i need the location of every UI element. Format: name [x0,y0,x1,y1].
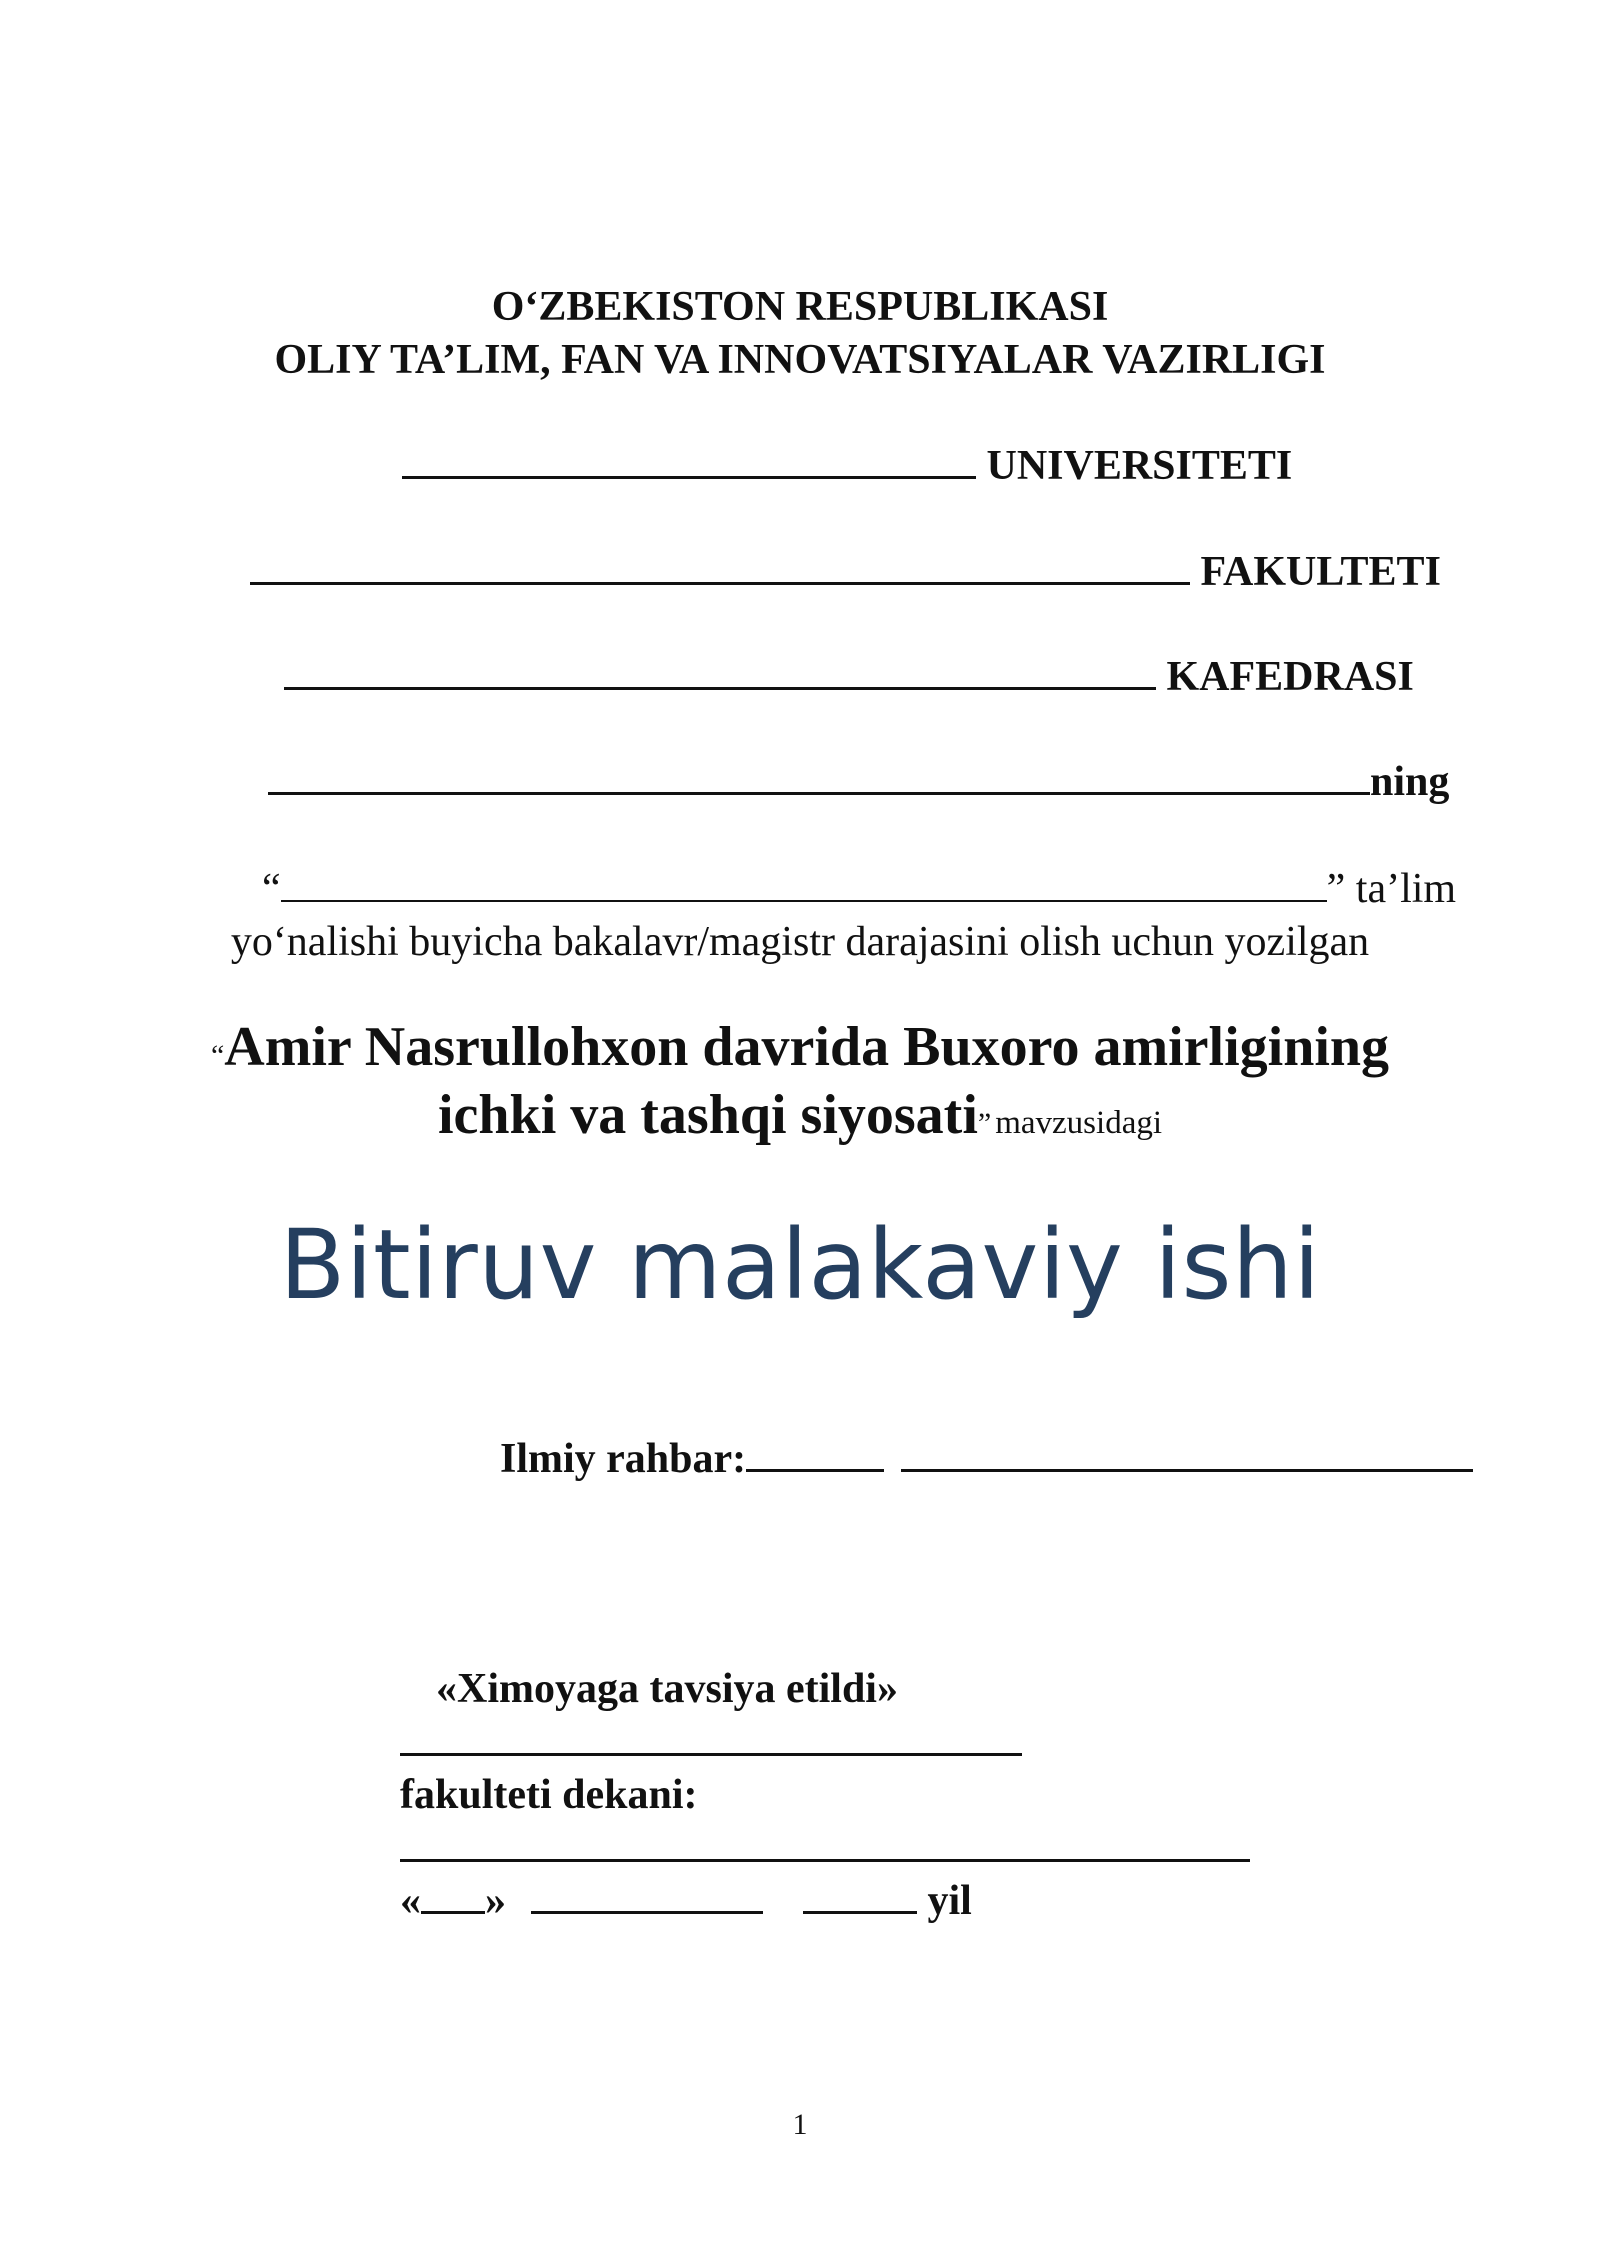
topic-close-quote: ” [977,1107,992,1140]
date-year-blank[interactable] [803,1911,917,1914]
student-row [268,761,1449,803]
defense-recommended-text: «Ximoyaga tavsiya etildi» [436,1666,898,1712]
dean-name-blank[interactable] [400,1859,1250,1862]
ning-label: ning [1370,759,1450,805]
topic-suffix: mavzusidagi [995,1105,1163,1141]
topic-title-line2: ichki va tashqi siyosati [437,1084,978,1146]
supervisor-name-blank[interactable] [901,1469,1473,1472]
department-blank[interactable] [284,687,1156,690]
date-row [400,1880,972,1922]
direction-row [262,868,1456,910]
direction-open-quote: “ [262,866,281,912]
year-label: yil [927,1878,972,1924]
date-month-blank[interactable] [531,1911,763,1914]
university-label: UNIVERSITETI [986,443,1293,489]
direction-close-suffix: ” ta’lim [1326,866,1457,912]
supervisor-title-blank[interactable] [746,1469,884,1472]
department-label: KAFEDRASI [1166,654,1414,700]
supervisor-row [500,1438,1473,1480]
direction-blank[interactable] [281,900,1327,902]
dean-label-row [400,1774,698,1816]
ministry-header-line2: OLIY TA’LIM, FAN VA INNOVATSIYALAR VAZIRLIGI [274,337,1326,383]
topic-line1 [0,1016,1600,1078]
ministry-header-line1: O‘ZBEKISTON RESPUBLIKASI [491,284,1109,330]
date-day-blank[interactable] [421,1911,485,1914]
page-number: 1 [792,2108,808,2141]
supervisor-label: Ilmiy rahbar: [500,1436,747,1482]
date-open-quote: « [400,1878,421,1924]
faculty-name-row [400,1722,1022,1764]
faculty-row [250,551,1441,593]
work-type-title: Bitiruv malakaviy ishi [279,1209,1321,1321]
topic-line2 [0,1084,1600,1146]
faculty-label: FAKULTETI [1200,549,1441,595]
student-name-blank[interactable] [268,792,1370,795]
dean-name-row [400,1828,1250,1870]
faculty-name-blank[interactable] [400,1753,1022,1756]
topic-open-quote: “ [210,1039,225,1072]
university-row [402,445,1292,487]
direction-line2: yo‘nalishi buyicha bakalavr/magistr darajasini olish uchun yozilgan [230,919,1370,965]
university-blank[interactable] [402,476,976,479]
department-row [284,656,1414,698]
topic-title-line1: Amir Nasrullohxon davrida Buxoro amirligining [224,1016,1390,1078]
date-close-quote: » [485,1878,506,1924]
defense-recommended [436,1668,898,1710]
dean-label: fakulteti dekani: [400,1772,698,1818]
faculty-blank[interactable] [250,582,1190,585]
